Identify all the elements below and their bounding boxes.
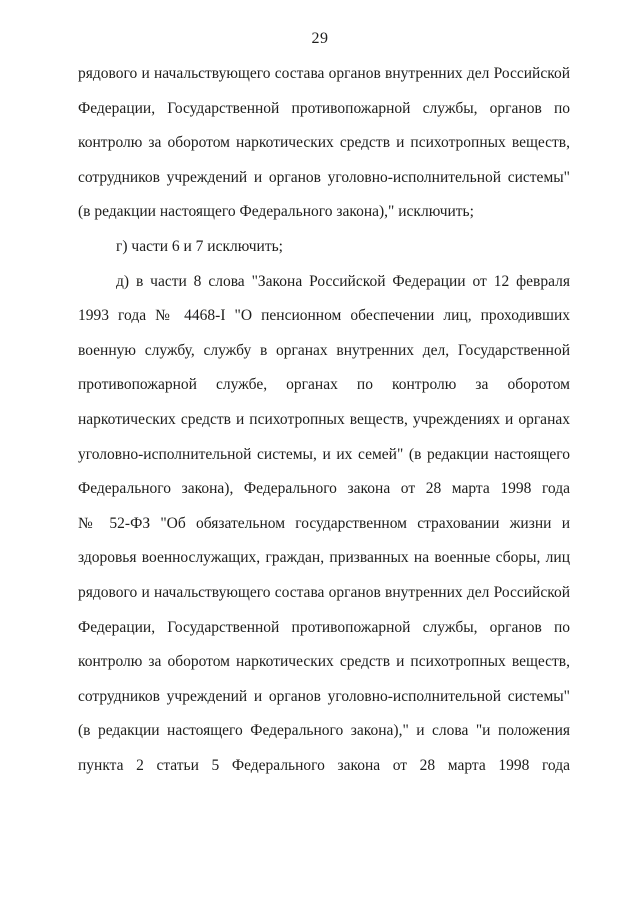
item-g	[78, 230, 570, 265]
text-line: здоровья военнослужащих, граждан, призванных на военные сборы, лиц	[78, 549, 570, 567]
text-line: контролю за оборотом наркотических средств и психотропных веществ,	[78, 134, 570, 152]
text-line: г) части 6 и 7 исключить;	[116, 237, 283, 255]
text-line: контролю за оборотом наркотических средств и психотропных веществ,	[78, 653, 570, 671]
text-line: противопожарной службе, органах по контролю за оборотом	[78, 376, 570, 394]
text-line: наркотических средств и психотропных веществ, учреждениях и органах	[78, 410, 570, 428]
text-line: рядового и начальствующего состава органов внутренних дел Российской	[78, 583, 570, 601]
text-line: Федерации, Государственной противопожарной службы, органов по	[78, 618, 570, 636]
item-d	[78, 265, 570, 784]
text-line: Федерации, Государственной противопожарной службы, органов по	[78, 99, 570, 117]
document-body	[78, 57, 570, 783]
text-line: сотрудников учреждений и органов уголовно-исполнительной системы"	[78, 687, 570, 705]
text-line: военную службу, службу в органах внутренних дел, Государственной	[78, 341, 570, 359]
text-line: Федерального закона), Федерального закона от 28 марта 1998 года	[78, 480, 570, 498]
text-line: (в редакции настоящего Федерального закона)," исключить;	[78, 203, 474, 221]
text-line: сотрудников учреждений и органов уголовно-исполнительной системы"	[78, 168, 570, 186]
text-line: уголовно-исполнительной системы, и их семей" (в редакции настоящего	[78, 445, 570, 463]
paragraph-continuation	[78, 57, 570, 230]
text-line: д) в части 8 слова "Закона Российской Федерации от 12 февраля	[116, 272, 570, 290]
text-line: (в редакции настоящего Федерального закона)," и слова "и положения	[78, 722, 570, 740]
text-line: пункта 2 статьи 5 Федерального закона от 28 марта 1998 года	[78, 756, 570, 774]
text-line: 1993 года № 4468-I "О пенсионном обеспечении лиц, проходивших	[78, 307, 570, 325]
page-number: 29	[311, 30, 329, 47]
text-line: рядового и начальствующего состава органов внутренних дел Российской	[78, 65, 570, 82]
text-line: № 52-ФЗ "Об обязательном государственном страховании жизни и	[78, 514, 570, 532]
